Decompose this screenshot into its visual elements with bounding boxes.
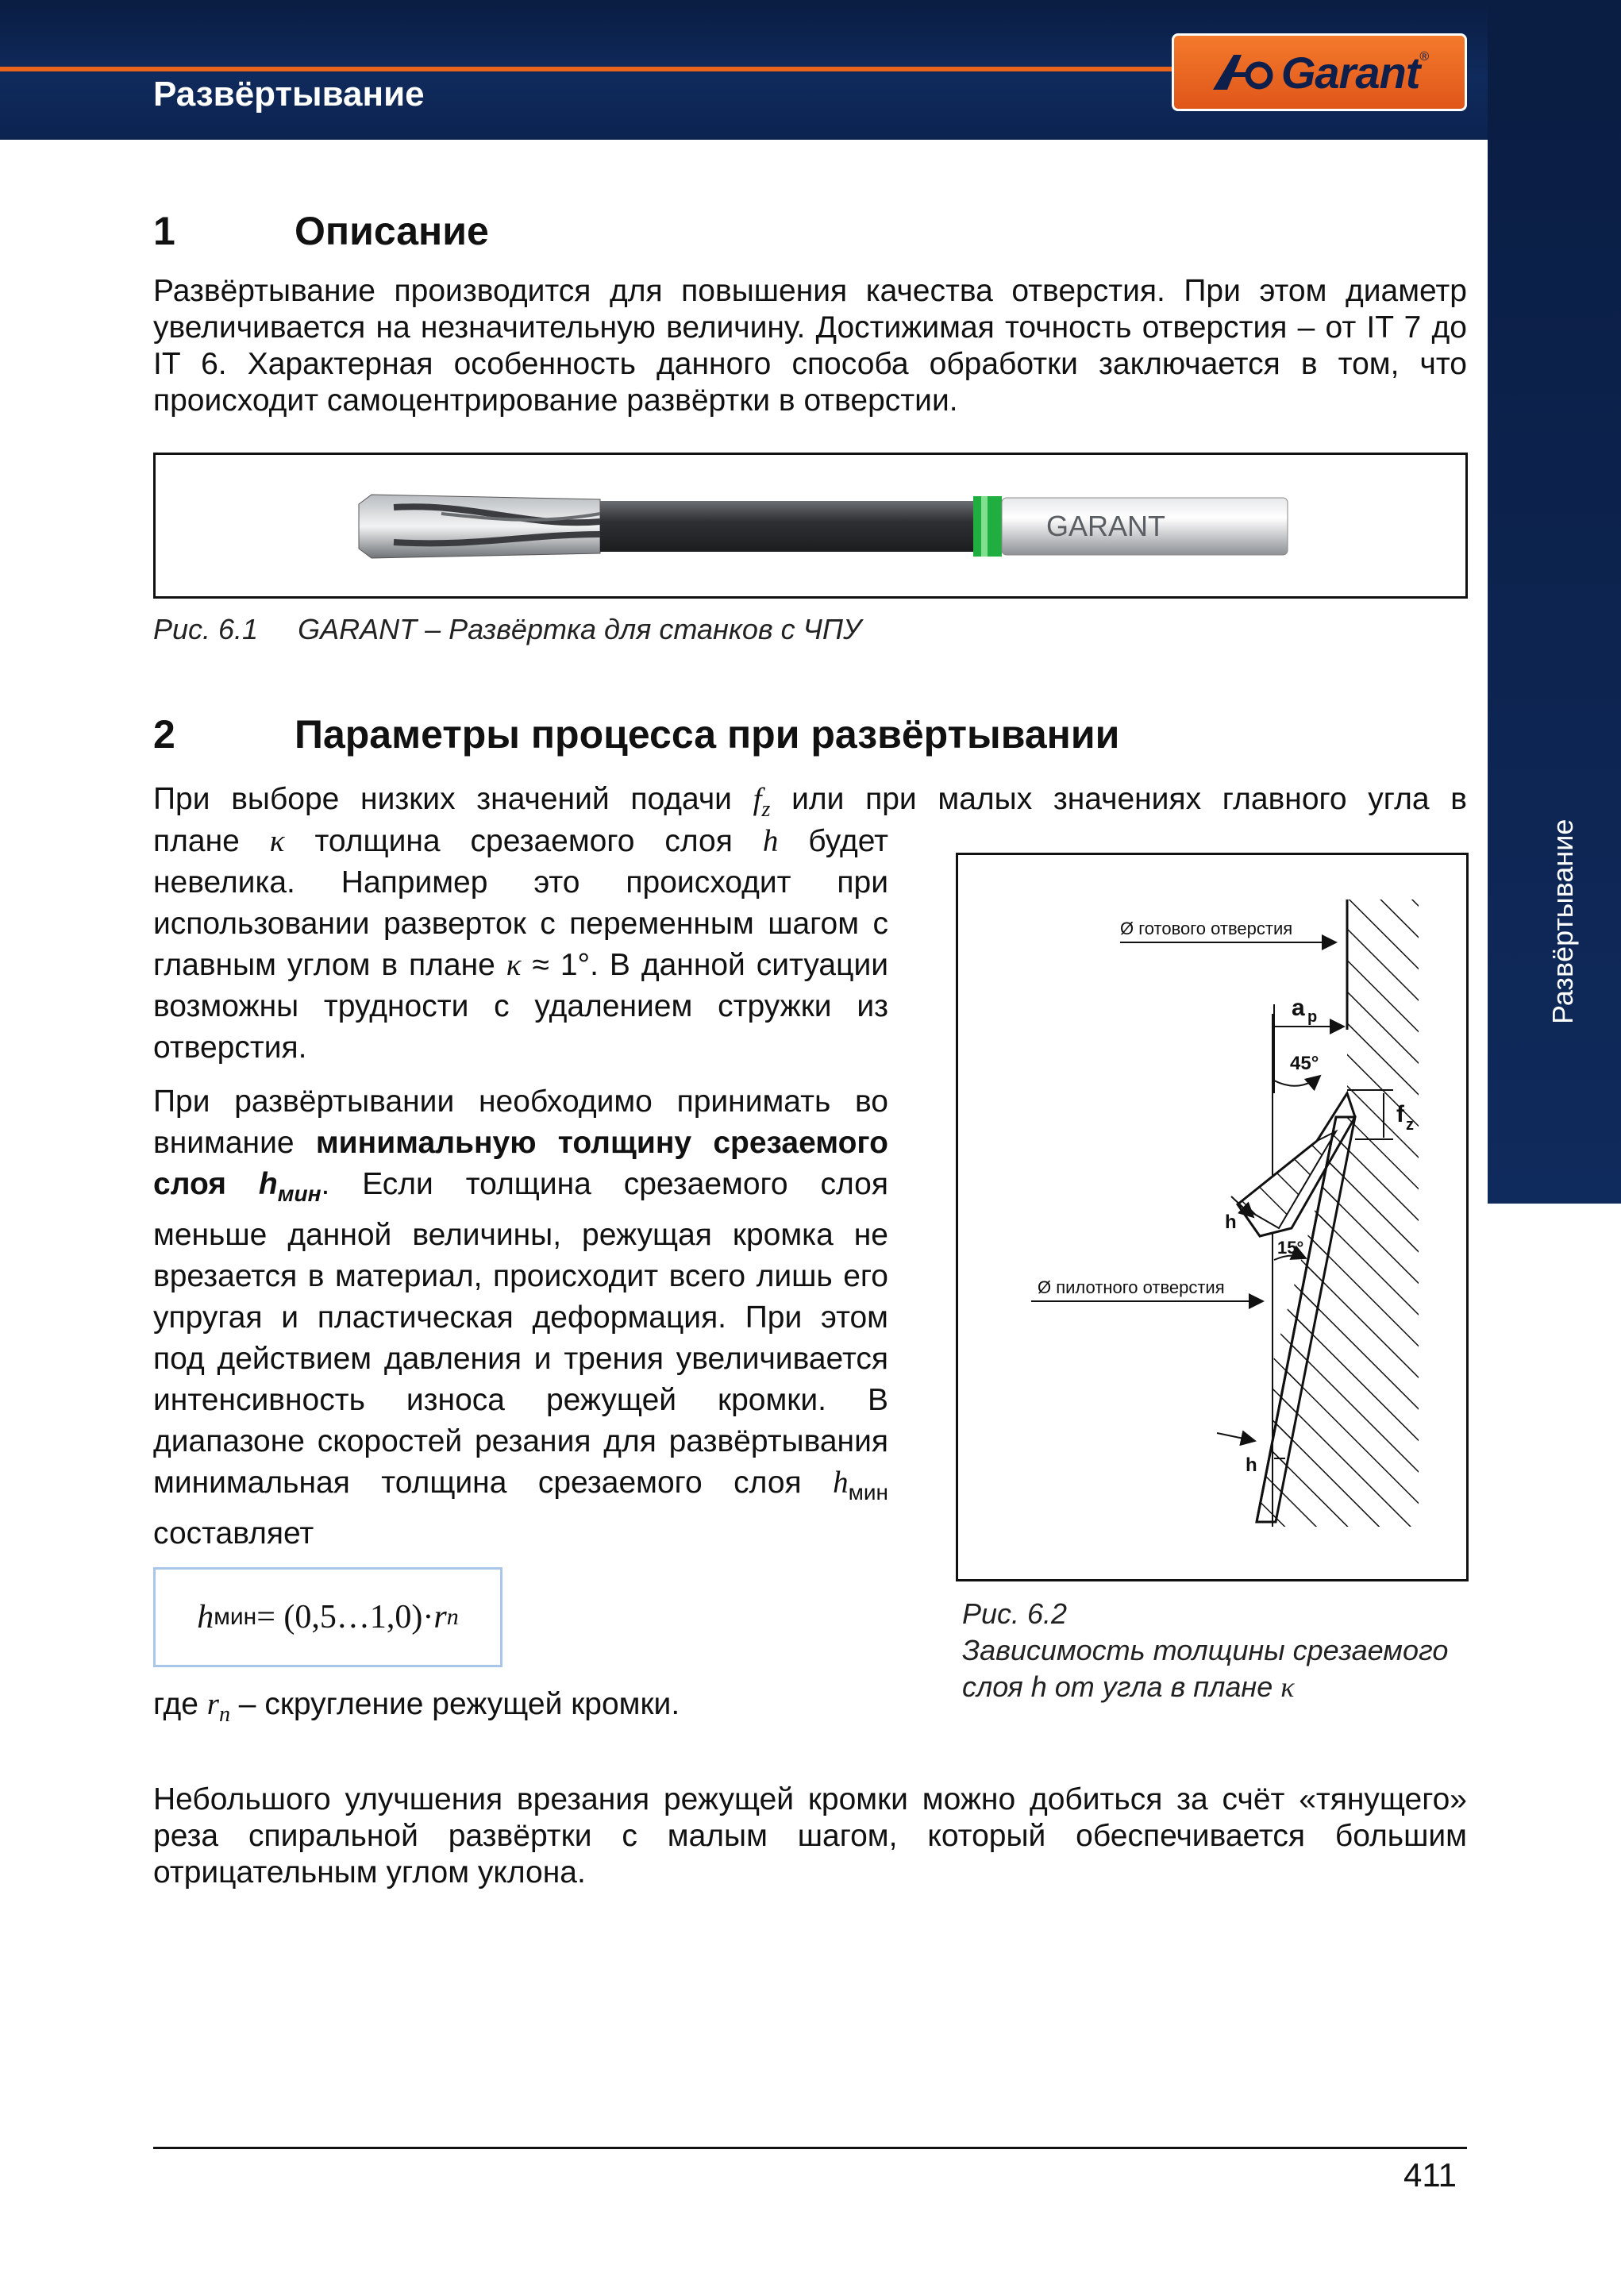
reamer-tool-image: [156, 455, 1465, 596]
label-h-top: h: [1225, 1212, 1237, 1233]
tool-brand-label: GARANT: [1046, 510, 1166, 542]
cutting-geometry-diagram: [958, 855, 1466, 1579]
formula-h-min: h мин = (0,5…1,0)· r n: [153, 1567, 502, 1667]
section-2-intro-line: При выборе низких значений подачи $f_z$ или при малых значениях главного угла в: [153, 782, 1467, 822]
label-45-deg: 45°: [1290, 1053, 1319, 1074]
label-h-bottom: h: [1246, 1454, 1257, 1476]
header-title: Развёртывание: [153, 75, 425, 114]
label-fz-sub: z: [1406, 1116, 1414, 1134]
figure-6-1-frame: [153, 453, 1468, 599]
garant-logo-icon: [1210, 50, 1276, 94]
figure-6-2-text: Зависимость толщины срезаемого слоя h от угла в плане κ: [962, 1634, 1449, 1703]
label-finished-hole: Ø готового отверстия: [1120, 919, 1293, 938]
figure-6-2-frame: [956, 853, 1469, 1581]
section-2-left-column: [153, 821, 888, 1567]
section-2-number: 2: [153, 712, 175, 757]
formula-explanation: где $r_n$ – скругление режущей кромки.: [153, 1687, 680, 1727]
figure-6-2-caption: [962, 1596, 1454, 1705]
side-tab-label: Развёртывание: [1546, 819, 1579, 1024]
figure-6-1-number: Рис. 6.1: [153, 613, 259, 645]
label-pilot-hole: Ø пилотного отверстия: [1038, 1277, 1225, 1297]
registered-mark-icon: ®: [1419, 50, 1430, 64]
garant-logo: [1172, 33, 1467, 111]
figure-6-2-number: Рис. 6.2: [962, 1597, 1068, 1630]
page-number: 411: [1403, 2156, 1457, 2194]
label-fz: f: [1396, 1101, 1404, 1127]
logo-text: Garant: [1280, 47, 1420, 98]
paragraph-min-thickness: При развёртывании необходимо принимать во внимание минимальную толщину срезаемого слоя $h_{мин}$. Если толщина срезаемого слоя меньше данной величины, режущая кромка не врезается в материал, происходит всего лишь его упругая и пластическая деформация. При этом под действием давления и трения увеличивается интенсивность износа режущей кромки. В диапазоне скоростей резания для развёртывания минимальная толщина срезаемого слоя $h_{мин}$ составляет: [153, 1084, 889, 1551]
header-accent-line: [0, 67, 1175, 71]
figure-6-1-text: GARANT – Развёртка для станков с ЧПУ: [298, 613, 861, 645]
section-1-number: 1: [153, 209, 175, 253]
label-ap-sub: p: [1307, 1008, 1318, 1026]
footer-divider: [153, 2147, 1467, 2149]
section-2-title: Параметры процесса при развёртывании: [295, 712, 1120, 757]
section-1-title: Описание: [295, 209, 489, 253]
closing-paragraph: Небольшого улучшения врезания режущей кромки можно добиться за счёт «тянущего» реза спиральной развёртки с малым шагом, который обеспечивается большим отрицательным углом уклона.: [153, 1782, 1467, 1890]
label-ap: a: [1292, 995, 1305, 1021]
figure-6-1-caption: [153, 611, 861, 648]
label-15-deg: 15°: [1277, 1238, 1304, 1258]
paragraph-thickness: плане κ толщина срезаемого слоя h будет невелика. Например это происходит при использовании разверток с переменным шагом с главным углом в плане κ ≈ 1°. В данной ситуации возможны трудности с удалением стружки из отверстия.: [153, 824, 889, 1065]
section-1-text: Развёртывание производится для повышения качества отверстия. При этом диаметр увеличивается на незначительную величину. Достижимая точность отверстия – от IT 7 до IT 6. Характерная особенность данного способа обработки заключается в том, что происходит самоцентрирование развёртки в отверстии.: [153, 274, 1467, 418]
